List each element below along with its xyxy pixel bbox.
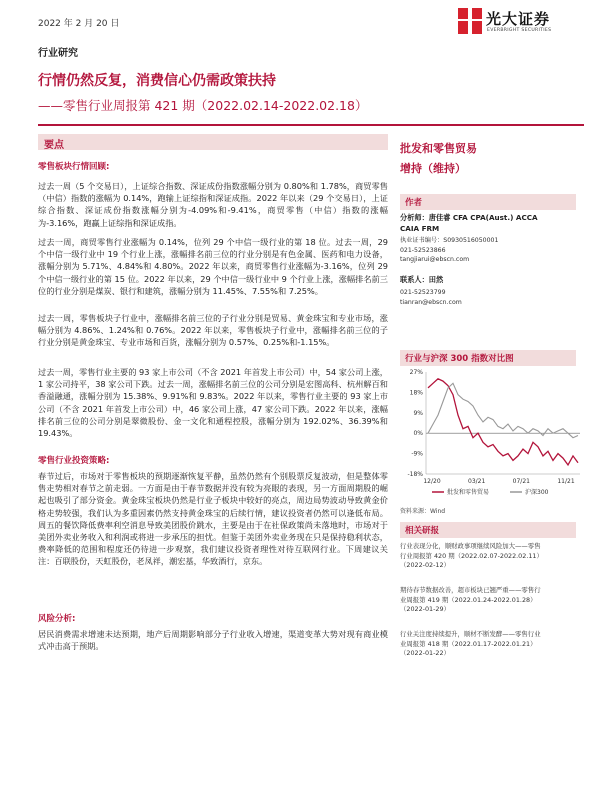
- logo-text-cn: 光大证券: [486, 10, 551, 28]
- y-tick-label: 27%: [409, 369, 423, 376]
- related-report-3-line2: 业周报第 418 期（2022.01.17-2022.01.21）: [400, 639, 537, 648]
- analyst-line-2: CAIA FRM: [400, 224, 440, 233]
- related-report-3-line1: 行业关注度持续提升，顺材不断发酵——零售行业: [400, 630, 541, 638]
- related-report-3-date: （2022-01-22）: [400, 649, 450, 658]
- y-tick-label: 0%: [413, 430, 423, 438]
- related-report-2-line1: 期待春节数据改善，超市板块已翘严重——零售行: [400, 586, 541, 594]
- review-paragraph-1: 过去一周（5 个交易日），上证综合指数、深证成份指数涨幅分别为 0.80%和 1.78%，商贸零售（中信）指数的涨幅为 0.14%，跑输上证综指和深证成指。2022 年以来（29 个交易日），上证综合指数、深证成份指数涨幅分别为-4.09%和-9.41%，商贸零售（中信）指数的涨幅为-3.16%，跑赢上证综指和深证成指。: [38, 181, 388, 228]
- legend-label: 批发和零售贸易: [447, 489, 490, 496]
- license-number: 执业证书编号：S0930516050001: [400, 237, 499, 244]
- industry-rating: 增持（维持）: [400, 162, 466, 175]
- author-block: [400, 212, 584, 234]
- company-logo: [458, 6, 576, 38]
- related-reports-label: 相关研报: [405, 526, 440, 536]
- related-report-2-line2: 业周报第 419 期（2022.01.24-2022.01.28）: [400, 595, 537, 604]
- y-tick-label: -9%: [411, 450, 423, 458]
- industry-name: 批发和零售贸易: [400, 142, 477, 155]
- contact-details: [400, 288, 462, 307]
- related-report-3[interactable]: [400, 630, 576, 659]
- review-paragraph-4: 过去一周，零售行业主要的 93 家上市公司（不含 2021 年首发上市公司）中，54 家公司上涨，1 家公司持平，38 家公司下跌。过去一周，涨幅排名前三位的公司分别是宏图高科、杭州解百和香溢融通，涨幅分别为 15.38%、9.91%和 9.83%。2022 年以来，零售行业主要的 93 家上市公司（不含 2021 年首发上市公司）中，46 家公司上涨，47 家公司下跌。2022 年以来，涨幅排名前三位的公司分别是翠微股份、金一文化和通程控股，涨幅分别为 192.02%、36.39%和 19.43%。: [38, 367, 388, 439]
- contact-email[interactable]: tianran@ebscn.com: [400, 298, 462, 306]
- related-report-2[interactable]: [400, 586, 576, 615]
- related-report-2-date: （2022-01-29）: [400, 605, 450, 614]
- related-report-1[interactable]: [400, 542, 576, 571]
- strategy-paragraph: 春节过后，市场对于零售板块的预期逐渐恢复平静，虽然仍然有个别股票反复波动，但是整体零售走势相对春节之前走弱。一方面是由于春节数据并没有较为亮眼的表现，另一方面周期股的崛起也吸引了部分资金。黄金珠宝板块仍然是行业子板块中较好的亮点，周边局势波动导致黄金价格走势较强，我们认为多重因素仍然支持黄金珠宝的后续行情，建议投资者仍然可以逢低布局。周五的餐饮降低费率利空消息导致美团股价跳水，主要是由于在社保政策尚未落地时，市场对于美团外卖业务收入和利润或将进一步承压的担忧。但鉴于美团外卖业务现在只是保持稳利状态，费率降低的范围和程度还仍待进一步观察，我们建议投资者理性对待互联网行业。下周建议关注：百联股份，天虹股份，老凤祥，潮宏基，华致酒行，京东。: [38, 471, 388, 567]
- author-bar: [400, 194, 576, 210]
- report-subtitle: ——零售行业周报第 421 期（2022.02.14-2022.02.18）: [38, 98, 368, 113]
- y-tick-label: -18%: [407, 471, 423, 478]
- key-points-label: 要点: [44, 140, 64, 151]
- series-line-retail: [428, 379, 578, 465]
- related-report-1-date: （2022-02-12）: [400, 561, 450, 570]
- report-title: 行情仍然反复，消费信心仍需政策扶持: [38, 73, 276, 89]
- x-tick-label: 03/21: [468, 478, 486, 485]
- chart-title: 行业与沪深 300 指数对比图: [405, 354, 514, 364]
- x-tick-label: 07/21: [512, 478, 530, 485]
- review-paragraph-2: 过去一周，商贸零售行业涨幅为 0.14%，位列 29 个中信一级行业的第 18 位。过去一周，29 个中信一级行业中 19 个行业上涨，涨幅排名前三位的行业分别是有色金属、医药和电力设备，涨幅分别为 5.71%、4.84%和 4.80%。2022 年以来，商贸零售行业涨幅为-3.16%，位列 29 个中信一级行业的第 15 位。2022 年以来，29 个中信一级行业中 9 个行业上涨，涨幅排名前三位的行业分别是煤炭、银行和建筑，涨幅分别为 11.45%、7.55%和 7.25%。: [38, 237, 388, 296]
- logo-text-en: EVERBRIGHT SECURITIES: [487, 28, 552, 33]
- related-reports-bar: [400, 522, 576, 538]
- analyst-phone: 021-52523866: [400, 246, 446, 254]
- analyst-contact: [400, 236, 498, 265]
- author-label: 作者: [405, 198, 423, 208]
- analyst-email[interactable]: tangjiarui@ebscn.com: [400, 256, 470, 264]
- x-tick-label: 11/21: [557, 478, 575, 485]
- review-heading: 零售板块行情回顾:: [38, 162, 110, 172]
- chart-source: 资料来源：Wind: [400, 508, 446, 515]
- analyst-line-1: 分析师：唐佳睿 CFA CPA(Aust.) ACCA: [400, 213, 538, 222]
- contact-phone: 021-52523799: [400, 289, 446, 296]
- key-points-bar: [38, 134, 388, 150]
- report-date: 2022 年 2 月 20 日: [38, 19, 120, 29]
- related-report-1-line1: 行业表现分化，顺财政事项继续风险加大——零售: [400, 542, 541, 550]
- y-tick-label: 9%: [413, 409, 423, 417]
- index-comparison-chart: [400, 362, 584, 502]
- risk-heading: 风险分析:: [38, 614, 76, 624]
- legend-label: 沪深300: [525, 489, 549, 496]
- x-tick-label: 12/20: [423, 478, 441, 485]
- strategy-heading: 零售行业投资策略:: [38, 456, 110, 466]
- logo-mark-icon: [458, 8, 482, 34]
- document-type: 行业研究: [38, 48, 78, 59]
- related-report-1-line2: 行业周报第 420 期（2022.02.07-2022.02.11）: [400, 551, 543, 560]
- y-tick-label: 18%: [409, 389, 423, 397]
- title-divider: [38, 124, 584, 126]
- contact-person: 联系人：田然: [400, 275, 444, 284]
- review-paragraph-3: 过去一周，零售板块子行业中，涨幅排名前三位的子行业分别是贸易、黄金珠宝和专业市场，涨幅分别为 4.86%、1.24%和 0.76%。2022 年以来，零售板块子行业中，涨幅排名前三位的子行业分别是黄金珠宝、专业市场和百货，涨幅分别为 0.57%、0.25%和-1.15%。: [38, 313, 388, 348]
- risk-paragraph: 居民消费需求增速未达预期，地产后周期影响部分子行业收入增速，渠道变革大势对现有商业模式冲击高于预期。: [38, 629, 388, 652]
